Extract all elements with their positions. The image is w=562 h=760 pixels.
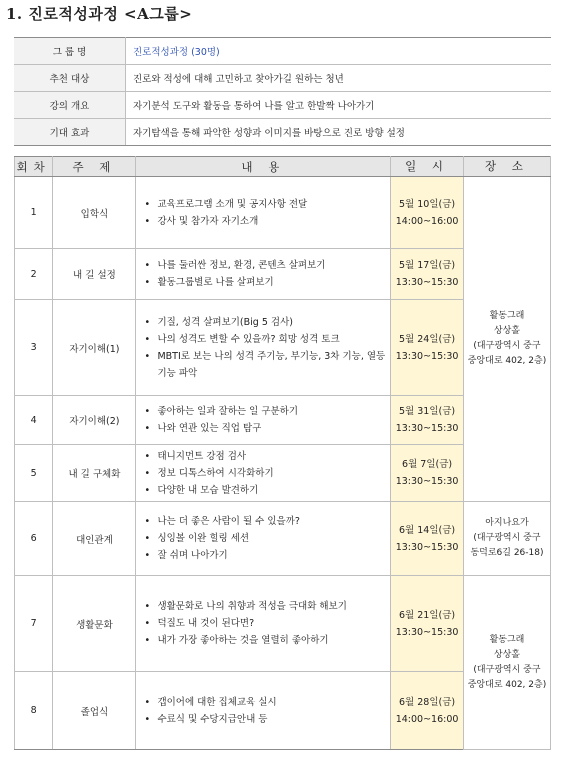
session-datetime [391, 672, 464, 750]
session-date: 6월 21일(금) [399, 609, 456, 621]
session-topic: 자기이해(1) [53, 300, 136, 396]
content-item: • 교육프로그램 소개 및 공지사항 전달 [144, 196, 390, 213]
place-line: (대구광역시 중구 [473, 664, 541, 675]
session-date: 6월 14일(금) [399, 524, 456, 536]
session-datetime [391, 576, 464, 672]
place-line: 상상홀 [493, 649, 521, 660]
session-place [463, 502, 550, 576]
info-row-effect [14, 119, 551, 146]
content-item: • 좋아하는 일과 잘하는 일 구분하기 [144, 403, 390, 420]
info-row-overview [14, 92, 551, 119]
session-content [136, 445, 391, 502]
header-date: 일 시 [391, 157, 464, 177]
content-item: • MBTI로 보는 나의 성격 주기능, 부기능, 3차 기능, 열등기능 파악 [144, 348, 390, 382]
content-item: • 기질, 성격 살펴보기(Big 5 검사) [144, 314, 390, 331]
session-content [136, 300, 391, 396]
place-line: 동덕로6길 26-18) [470, 548, 544, 558]
page-title: 1. 진로적성과정 <A그룹> [6, 5, 193, 23]
session-number: 8 [15, 672, 53, 750]
session-topic: 입학식 [53, 177, 136, 249]
content-item: • 나는 더 좋은 사람이 될 수 있을까? [144, 513, 390, 530]
course-info-table [14, 37, 551, 146]
place-line: (대구광역시 중구 [473, 533, 541, 543]
header-place: 장 소 [463, 157, 550, 177]
content-item: • 강사 및 참가자 자기소개 [144, 213, 390, 230]
content-item: • 태니지먼트 강점 검사 [144, 448, 390, 465]
session-time: 13:30~15:30 [395, 277, 459, 288]
session-time: 13:30~15:30 [395, 541, 459, 553]
info-value-target: 진로와 적성에 대해 고민하고 찾아가길 원하는 청년 [126, 65, 552, 92]
content-item: • 내가 가장 좋아하는 것을 열렬히 좋아하기 [144, 632, 390, 649]
info-key-target: 추천 대상 [14, 65, 126, 92]
info-value-effect: 자기탐색을 통해 파악한 성향과 이미지를 바탕으로 진로 방향 설정 [126, 119, 552, 146]
content-item: • 나의 성격도 변할 수 있을까? 희망 성격 토크 [144, 331, 390, 348]
session-date: 6월 28일(금) [399, 696, 456, 708]
header-topic: 주 제 [53, 157, 136, 177]
content-item: • 수료식 및 수당지급안내 등 [144, 711, 390, 728]
session-topic: 졸업식 [53, 672, 136, 750]
info-row-target [14, 65, 551, 92]
info-key-overview: 강의 개요 [14, 92, 126, 119]
session-number: 6 [15, 502, 53, 576]
session-time: 14:00~16:00 [395, 713, 459, 725]
content-item: • 생활문화로 나의 취향과 적성을 극대화 해보기 [144, 598, 390, 615]
content-item: • 싱잉볼 이완 힐링 세션 [144, 530, 390, 547]
session-content [136, 249, 391, 300]
session-date: 5월 17일(금) [399, 260, 456, 271]
content-item: • 다양한 내 모습 발견하기 [144, 482, 390, 499]
session-content [136, 672, 391, 750]
session-date: 5월 24일(금) [399, 333, 456, 345]
session-datetime [391, 396, 464, 445]
session-number: 7 [15, 576, 53, 672]
header-content: 내 용 [136, 157, 391, 177]
session-topic: 대인관계 [53, 502, 136, 576]
session-topic: 내 길 구체화 [53, 445, 136, 502]
session-date: 6월 7일(금) [402, 459, 453, 470]
content-item: • 덕질도 내 것이 된다면? [144, 615, 390, 632]
session-time: 13:30~15:30 [395, 476, 459, 487]
session-time: 13:30~15:30 [395, 423, 459, 434]
session-time: 13:30~15:30 [395, 350, 459, 362]
session-date: 5월 10일(금) [399, 198, 456, 210]
session-datetime [391, 445, 464, 502]
info-value-group: 진로적성과정 (30명) [126, 38, 552, 65]
session-content [136, 576, 391, 672]
session-content [136, 177, 391, 249]
session-datetime [391, 177, 464, 249]
place-line: 활동그래 [489, 634, 525, 645]
session-place [463, 177, 550, 502]
session-number: 5 [15, 445, 53, 502]
schedule-table [14, 156, 551, 750]
session-content [136, 502, 391, 576]
place-line: 아지나요가 [485, 518, 529, 528]
place-line: 중앙대로 402, 2층) [467, 356, 547, 366]
session-number: 3 [15, 300, 53, 396]
session-datetime [391, 300, 464, 396]
place-line: 상상홀 [493, 326, 521, 336]
session-datetime [391, 502, 464, 576]
place-line: (대구광역시 중구 [473, 341, 541, 351]
session-topic: 내 길 설정 [53, 249, 136, 300]
session-place [463, 576, 550, 750]
schedule-header-row [15, 157, 551, 177]
session-topic: 생활문화 [53, 576, 136, 672]
info-row-group [14, 38, 551, 65]
session-topic: 자기이해(2) [53, 396, 136, 445]
session-date: 5월 31일(금) [399, 406, 456, 417]
session-datetime [391, 249, 464, 300]
place-line: 활동그래 [489, 311, 525, 321]
info-key-group: 그 룹 명 [14, 38, 126, 65]
session-time: 14:00~16:00 [395, 215, 459, 227]
content-item: • 정보 디톡스하여 시각화하기 [144, 465, 390, 482]
table-row [15, 177, 551, 249]
place-line: 중앙대로 402, 2층) [467, 679, 547, 690]
content-item: • 갭이어에 대한 집체교육 실시 [144, 694, 390, 711]
session-time: 13:30~15:30 [395, 626, 459, 638]
session-number: 1 [15, 177, 53, 249]
table-row [15, 576, 551, 672]
content-item: • 활동그룹별로 나를 살펴보기 [144, 274, 390, 291]
table-row [15, 502, 551, 576]
info-value-overview: 자기분석 도구와 활동을 통하여 나를 알고 한발짝 나아가기 [126, 92, 552, 119]
header-session: 회차 [15, 157, 53, 177]
info-key-effect: 기대 효과 [14, 119, 126, 146]
session-content [136, 396, 391, 445]
content-item: • 잘 쉬며 나아가기 [144, 547, 390, 564]
session-number: 2 [15, 249, 53, 300]
content-item: • 나를 둘러싼 정보, 환경, 콘텐츠 살펴보기 [144, 257, 390, 274]
session-number: 4 [15, 396, 53, 445]
content-item: • 나와 연관 있는 직업 탐구 [144, 420, 390, 437]
